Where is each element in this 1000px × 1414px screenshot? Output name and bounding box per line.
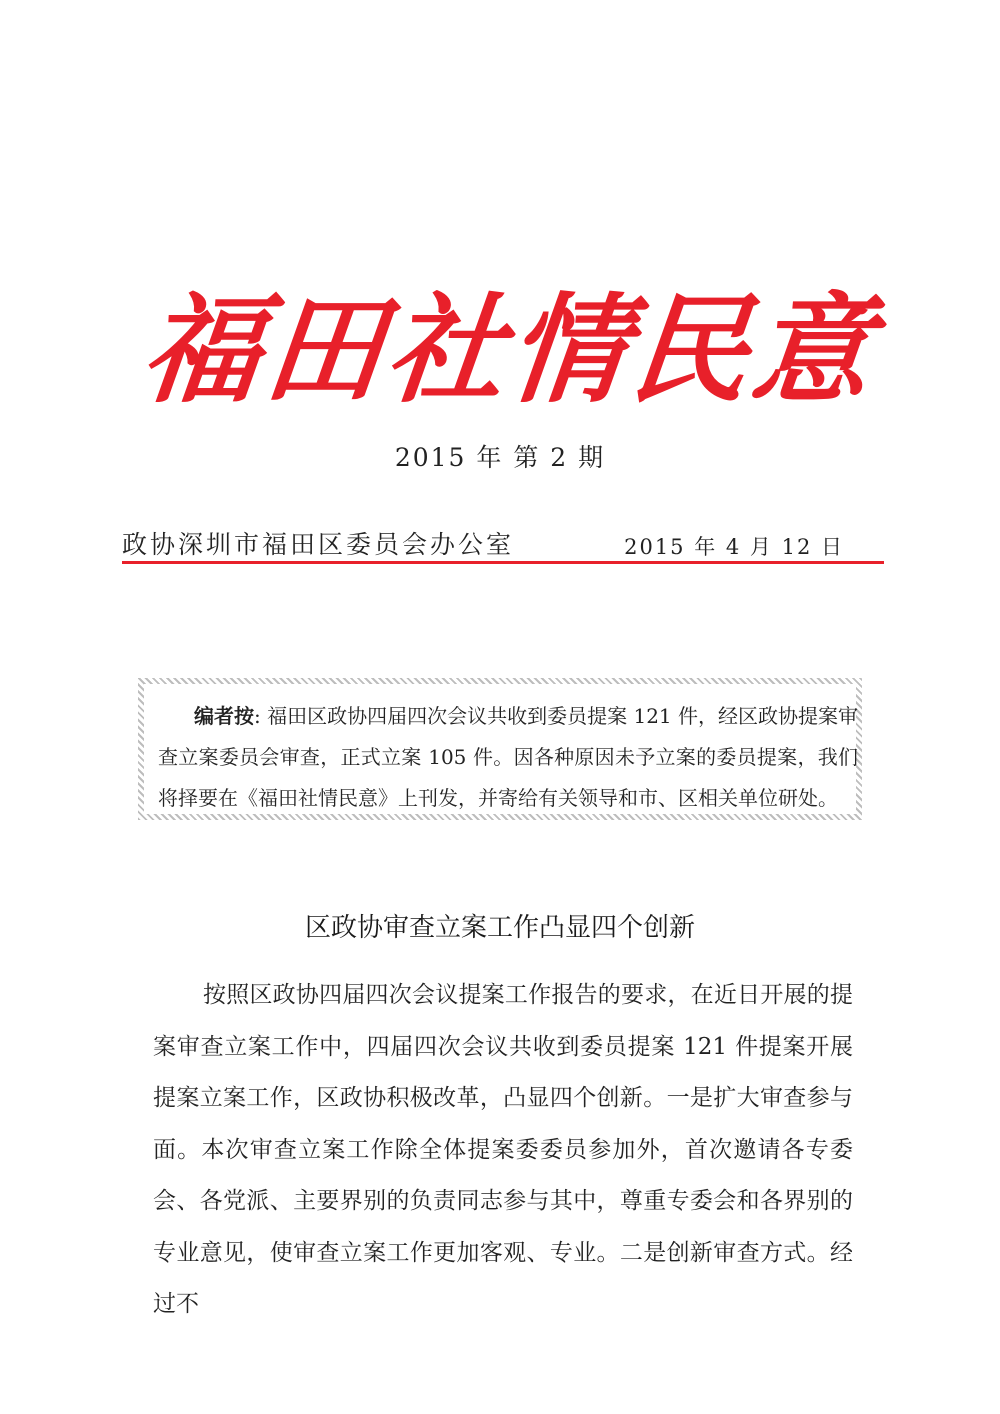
article-body: 按照区政协四届四次会议提案工作报告的要求，在近日开展的提案审查立案工作中，四届四次会议共收到委员提案 121 件提案开展提案立案工作，区政协积极改革，凸显四个创新。一是扩大审查参与面。本次审查立案工作除全体提案委委员参加外，首次邀请各专委会、各党派、主要界别的负责同志参与其中，尊重专委会和各界别的专业意见，使审查立案工作更加客观、专业。二是创新审查方式。经过不 — [153, 982, 853, 1317]
issue-number: 2015 年 第 2 期 — [394, 443, 606, 472]
header-line — [122, 525, 882, 565]
publication-date: 2015 年 4 月 12 日 — [624, 535, 844, 559]
red-divider — [122, 561, 884, 564]
organization-name: 政协深圳市福田区委员会办公室 — [122, 530, 515, 559]
editor-note — [158, 696, 858, 819]
editor-note-label: 编者按 — [194, 704, 255, 728]
editor-note-text: : 福田区政协四届四次会议共收到委员提案 121 件，经区政协提案审查立案委员会审查，正式立案 105 件。因各种原因未予立案的委员提案，我们将择要在《福田社情民意》上刊发，并寄给有关领导和市、区相关单位研处。 — [158, 704, 859, 810]
editor-note-box — [138, 678, 862, 820]
article-title: 区政协审查立案工作凸显四个创新 — [304, 913, 695, 943]
masthead-title: 福田社情民意 — [135, 281, 883, 419]
